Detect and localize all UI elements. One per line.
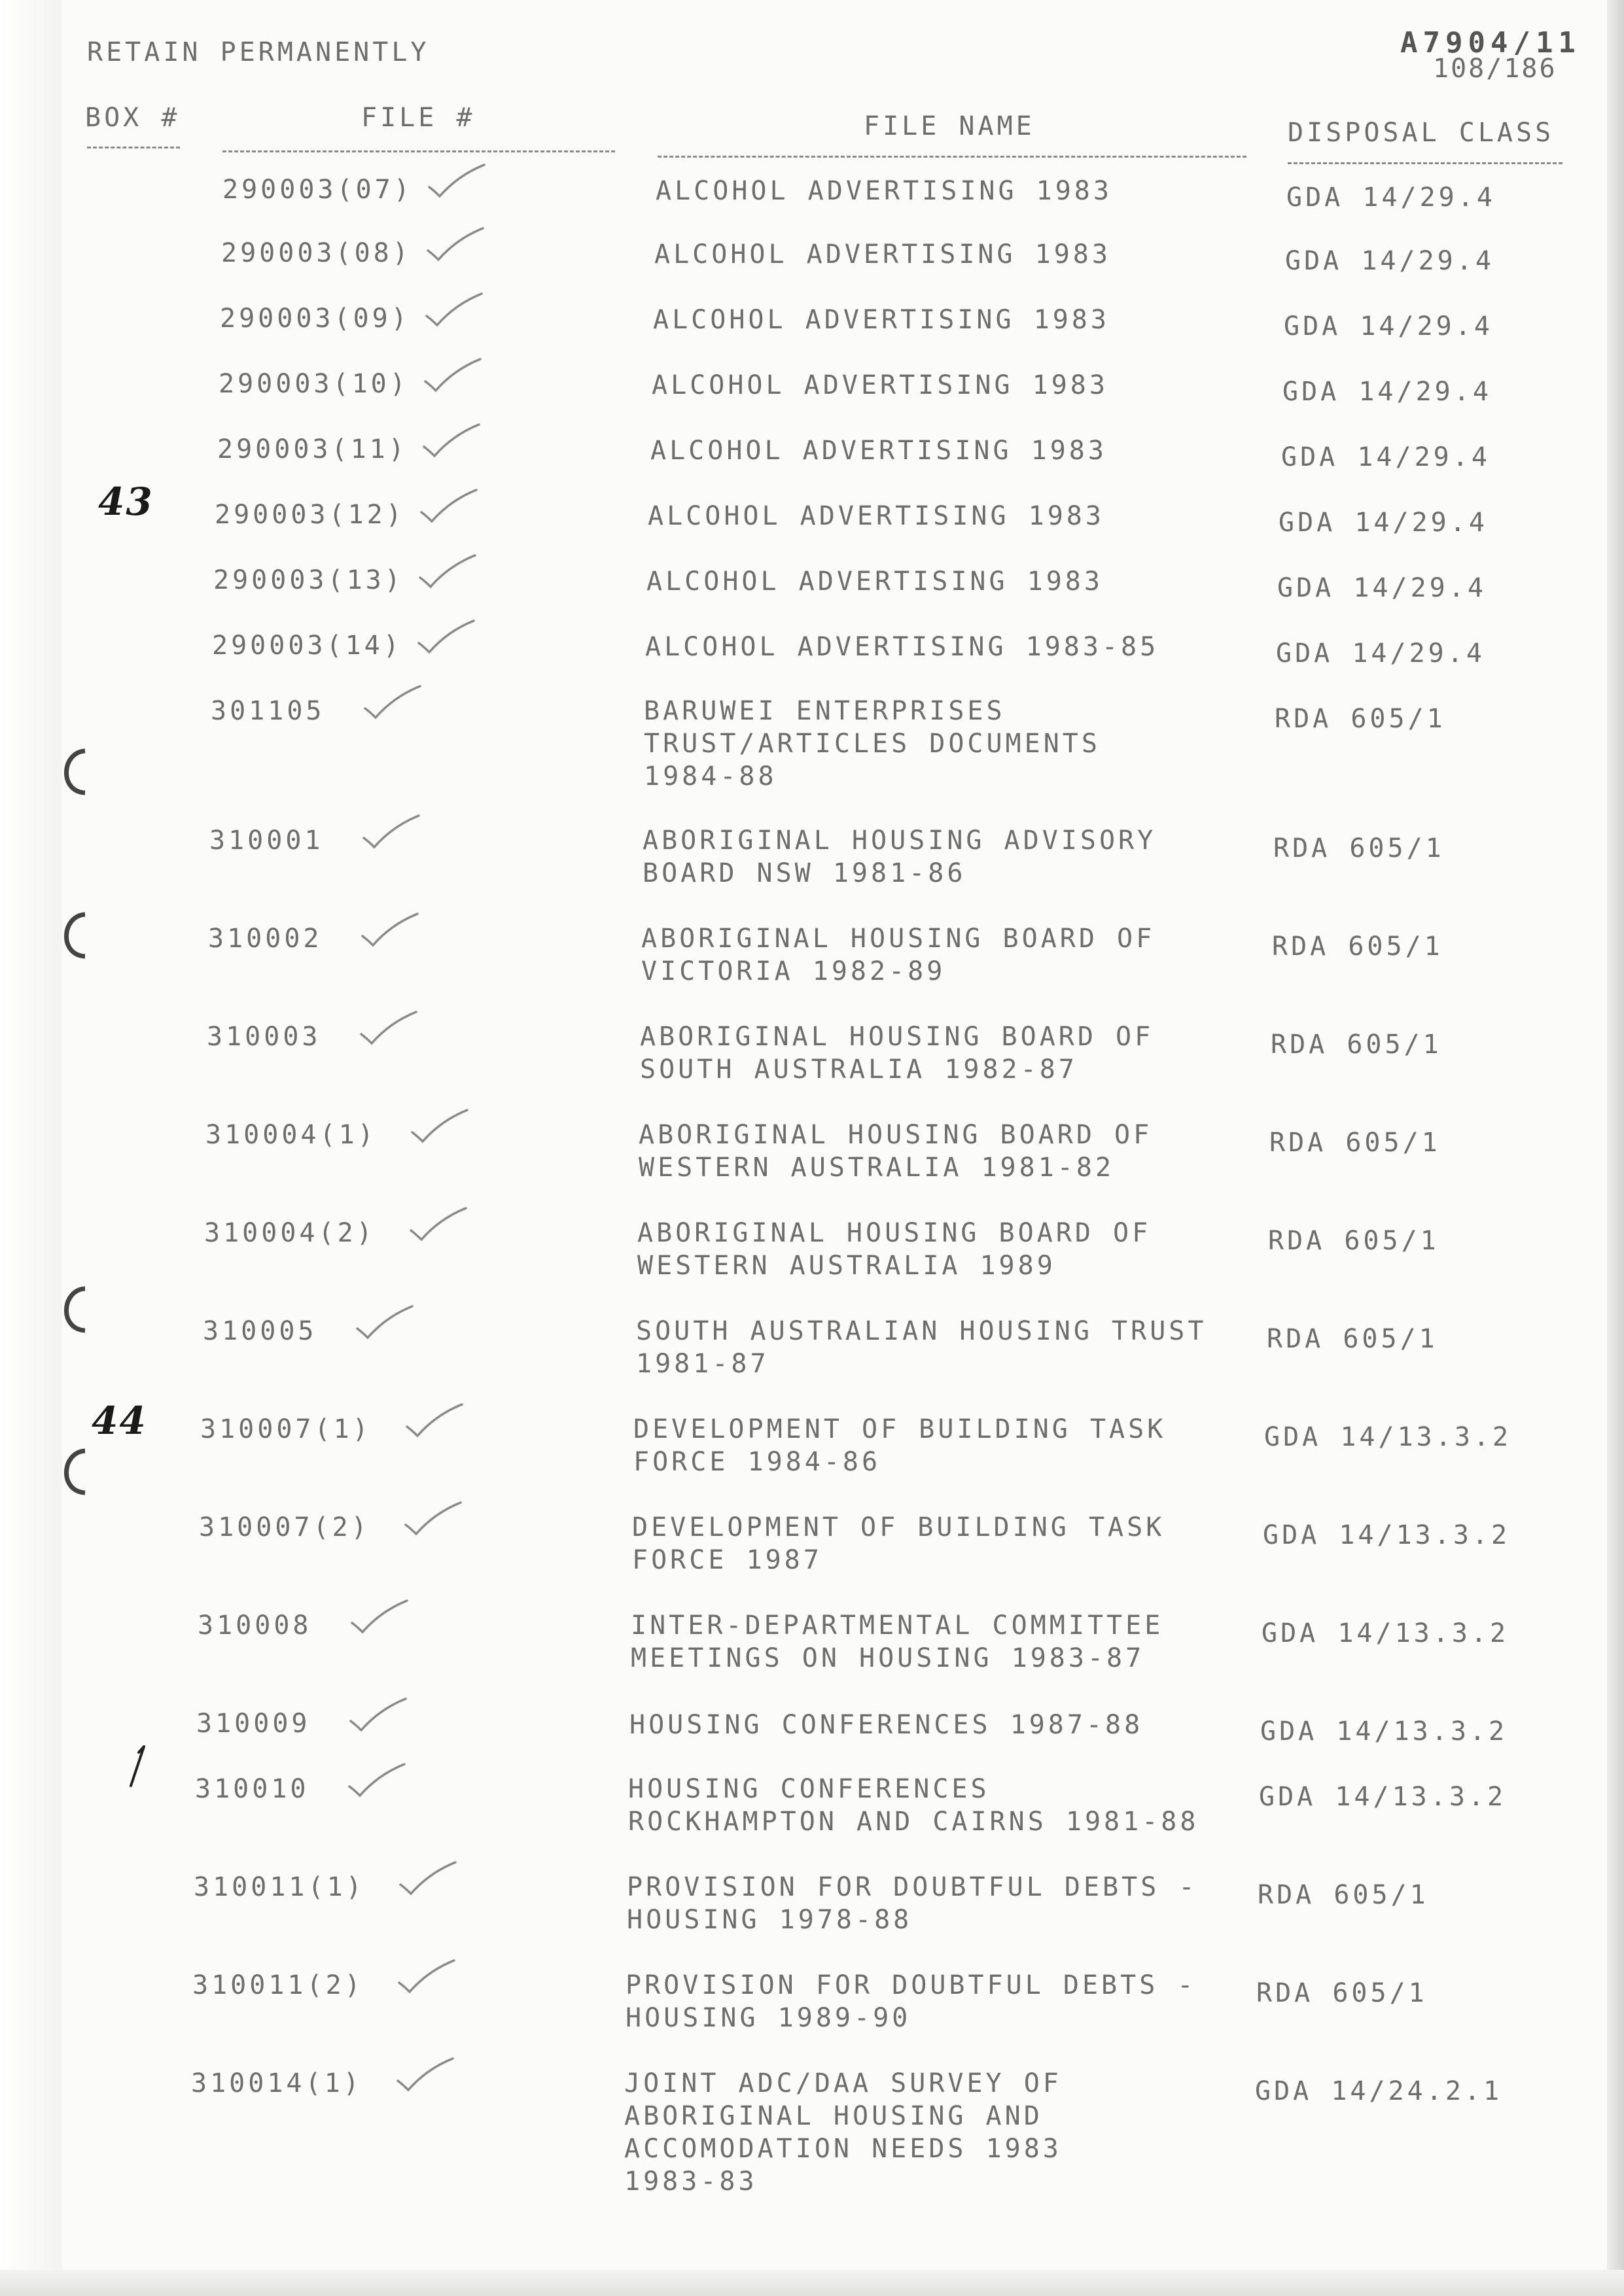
binder-hole-icon bbox=[54, 909, 93, 962]
disposal-class: RDA 605/1 bbox=[1258, 1880, 1429, 1910]
file-name: ABORIGINAL HOUSING BOARD OF SOUTH AUSTRALIA 1982-87 bbox=[640, 1022, 1154, 1085]
file-number: 290003(10) bbox=[219, 369, 409, 399]
checkmark-icon bbox=[394, 2056, 456, 2095]
checkmark-icon bbox=[353, 1304, 415, 1343]
handwritten-box-number: 43 bbox=[98, 479, 154, 524]
disposal-class: GDA 14/29.4 bbox=[1285, 246, 1494, 276]
disposal-class: GDA 14/29.4 bbox=[1284, 311, 1493, 341]
checkmark-icon bbox=[395, 1958, 457, 1997]
file-name: ABORIGINAL HOUSING BOARD OF WESTERN AUSTRALIA 1981-82 bbox=[639, 1120, 1153, 1183]
file-name: ALCOHOL ADVERTISING 1983 bbox=[653, 305, 1110, 335]
file-number: 301105 bbox=[211, 696, 325, 726]
file-name: ALCOHOL ADVERTISING 1983 bbox=[654, 239, 1111, 270]
checkmark-icon bbox=[359, 911, 421, 950]
file-number: 310011(2) bbox=[192, 1970, 364, 2000]
checkmark-icon bbox=[403, 1402, 465, 1441]
column-header-file-name: FILE NAME bbox=[864, 111, 1035, 141]
column-header-disposal-class: DISPOSAL CLASS bbox=[1288, 118, 1555, 148]
file-name: ALCOHOL ADVERTISING 1983-85 bbox=[645, 632, 1159, 662]
file-name: ABORIGINAL HOUSING BOARD OF VICTORIA 1982-89 bbox=[641, 924, 1156, 986]
page-edge bbox=[1607, 0, 1624, 2296]
file-number: 310004(1) bbox=[205, 1120, 377, 1150]
file-number: 290003(13) bbox=[213, 565, 404, 595]
column-header-file: FILE # bbox=[361, 103, 476, 133]
file-name: ALCOHOL ADVERTISING 1983 bbox=[650, 436, 1107, 466]
file-name: DEVELOPMENT OF BUILDING TASK FORCE 1987 bbox=[632, 1512, 1165, 1575]
disposal-class: RDA 605/1 bbox=[1273, 833, 1445, 863]
file-number: 310004(2) bbox=[204, 1218, 376, 1248]
file-name: ABORIGINAL HOUSING BOARD OF WESTERN AUSTRALIA 1989 bbox=[637, 1218, 1152, 1281]
file-number: 290003(09) bbox=[220, 304, 410, 334]
disposal-class: RDA 605/1 bbox=[1271, 1030, 1442, 1060]
disposal-class: GDA 14/29.4 bbox=[1276, 638, 1485, 669]
disposal-class: RDA 605/1 bbox=[1275, 704, 1446, 734]
binder-hole-icon bbox=[54, 746, 93, 798]
file-name: BARUWEI ENTERPRISES TRUST/ARTICLES DOCUMENTS 1984-88 bbox=[644, 696, 1101, 791]
file-name: PROVISION FOR DOUBTFUL DEBTS - HOUSING 1978-88 bbox=[627, 1872, 1198, 1935]
page-reference: 108/186 bbox=[1433, 54, 1557, 84]
disposal-class: GDA 14/24.2.1 bbox=[1255, 2076, 1503, 2106]
file-name: ALCOHOL ADVERTISING 1983 bbox=[656, 176, 1112, 206]
checkmark-icon bbox=[415, 618, 477, 657]
binder-hole-icon bbox=[54, 1283, 93, 1336]
checkmark-icon bbox=[361, 684, 423, 723]
file-number: 290003(14) bbox=[212, 631, 402, 661]
checkmark-icon bbox=[347, 1696, 409, 1735]
file-number: 310014(1) bbox=[191, 2068, 362, 2098]
binder-hole-icon bbox=[54, 1446, 93, 1498]
checkmark-icon bbox=[357, 1009, 419, 1049]
column-rule-file bbox=[222, 150, 615, 152]
file-number: 310005 bbox=[203, 1316, 317, 1346]
file-name: ALCOHOL ADVERTISING 1983 bbox=[646, 566, 1103, 597]
checkmark-icon bbox=[360, 813, 422, 852]
file-name: INTER-DEPARTMENTAL COMMITTEE MEETINGS ON HOUSING 1983-87 bbox=[631, 1610, 1164, 1673]
checkmark-icon bbox=[408, 1107, 470, 1147]
file-name: ABORIGINAL HOUSING ADVISORY BOARD NSW 1981-86 bbox=[643, 826, 1157, 888]
handwritten-box-number: 44 bbox=[92, 1399, 147, 1443]
checkmark-icon bbox=[425, 162, 487, 201]
file-number: 310001 bbox=[209, 826, 324, 856]
file-number: 290003(07) bbox=[222, 175, 413, 205]
handwritten-reference: A7904/11 bbox=[1400, 26, 1581, 60]
pen-mark-icon bbox=[124, 1737, 157, 1789]
checkmark-icon bbox=[348, 1598, 410, 1637]
column-header-box: BOX # bbox=[85, 103, 181, 133]
disposal-class: GDA 14/13.3.2 bbox=[1259, 1782, 1507, 1812]
file-number: 310008 bbox=[198, 1610, 312, 1641]
file-number: 310002 bbox=[208, 924, 323, 954]
disposal-class: GDA 14/29.4 bbox=[1286, 183, 1496, 213]
file-name: SOUTH AUSTRALIAN HOUSING TRUST 1981-87 bbox=[636, 1316, 1207, 1379]
file-number: 310007(2) bbox=[199, 1512, 370, 1542]
page-shading bbox=[0, 0, 62, 2296]
checkmark-icon bbox=[397, 1860, 459, 1899]
file-number: 290003(08) bbox=[221, 238, 412, 268]
retention-heading: RETAIN PERMANENTLY bbox=[87, 37, 430, 67]
disposal-class: GDA 14/29.4 bbox=[1282, 377, 1492, 407]
disposal-class: GDA 14/13.3.2 bbox=[1263, 1520, 1511, 1550]
disposal-class: GDA 14/29.4 bbox=[1281, 442, 1491, 472]
file-name: JOINT ADC/DAA SURVEY OF ABORIGINAL HOUSING AND ACCOMODATION NEEDS 1983 1983-83 bbox=[624, 2068, 1062, 2197]
disposal-class: GDA 14/29.4 bbox=[1279, 508, 1488, 538]
file-number: 310007(1) bbox=[200, 1414, 372, 1444]
checkmark-icon bbox=[423, 291, 485, 330]
file-number: 290003(12) bbox=[215, 500, 405, 530]
checkmark-icon bbox=[420, 422, 482, 461]
column-rule-disposal-class bbox=[1288, 162, 1562, 164]
disposal-class: RDA 605/1 bbox=[1272, 931, 1443, 962]
disposal-class: GDA 14/13.3.2 bbox=[1260, 1716, 1508, 1747]
column-rule-box bbox=[87, 147, 180, 148]
file-name: PROVISION FOR DOUBTFUL DEBTS - HOUSING 1989-90 bbox=[626, 1970, 1197, 2033]
file-name: HOUSING CONFERENCES ROCKHAMPTON AND CAIRNS 1981-88 bbox=[628, 1774, 1199, 1837]
file-name: ALCOHOL ADVERTISING 1983 bbox=[652, 370, 1108, 400]
disposal-class: RDA 605/1 bbox=[1267, 1324, 1438, 1354]
file-number: 310003 bbox=[207, 1022, 321, 1052]
checkmark-icon bbox=[407, 1206, 469, 1245]
page-bottom-edge bbox=[0, 2270, 1624, 2296]
column-rule-file-name bbox=[658, 156, 1246, 158]
file-name: HOUSING CONFERENCES 1987-88 bbox=[629, 1710, 1144, 1740]
checkmark-icon bbox=[421, 357, 484, 396]
checkmark-icon bbox=[402, 1500, 464, 1539]
file-name: ALCOHOL ADVERTISING 1983 bbox=[648, 501, 1104, 531]
disposal-class: RDA 605/1 bbox=[1269, 1128, 1441, 1158]
file-number: 310009 bbox=[196, 1709, 311, 1739]
disposal-class: GDA 14/13.3.2 bbox=[1262, 1618, 1509, 1648]
checkmark-icon bbox=[417, 487, 480, 527]
checkmark-icon bbox=[345, 1762, 408, 1801]
checkmark-icon bbox=[424, 226, 486, 265]
file-number: 290003(11) bbox=[217, 434, 408, 464]
file-number: 310011(1) bbox=[194, 1872, 365, 1902]
disposal-class: GDA 14/29.4 bbox=[1277, 573, 1487, 603]
disposal-class: GDA 14/13.3.2 bbox=[1264, 1422, 1512, 1452]
file-name: DEVELOPMENT OF BUILDING TASK FORCE 1984-86 bbox=[633, 1414, 1167, 1477]
checkmark-icon bbox=[416, 553, 478, 592]
disposal-class: RDA 605/1 bbox=[1268, 1226, 1439, 1256]
disposal-class: RDA 605/1 bbox=[1256, 1978, 1428, 2008]
file-number: 310010 bbox=[195, 1774, 309, 1804]
